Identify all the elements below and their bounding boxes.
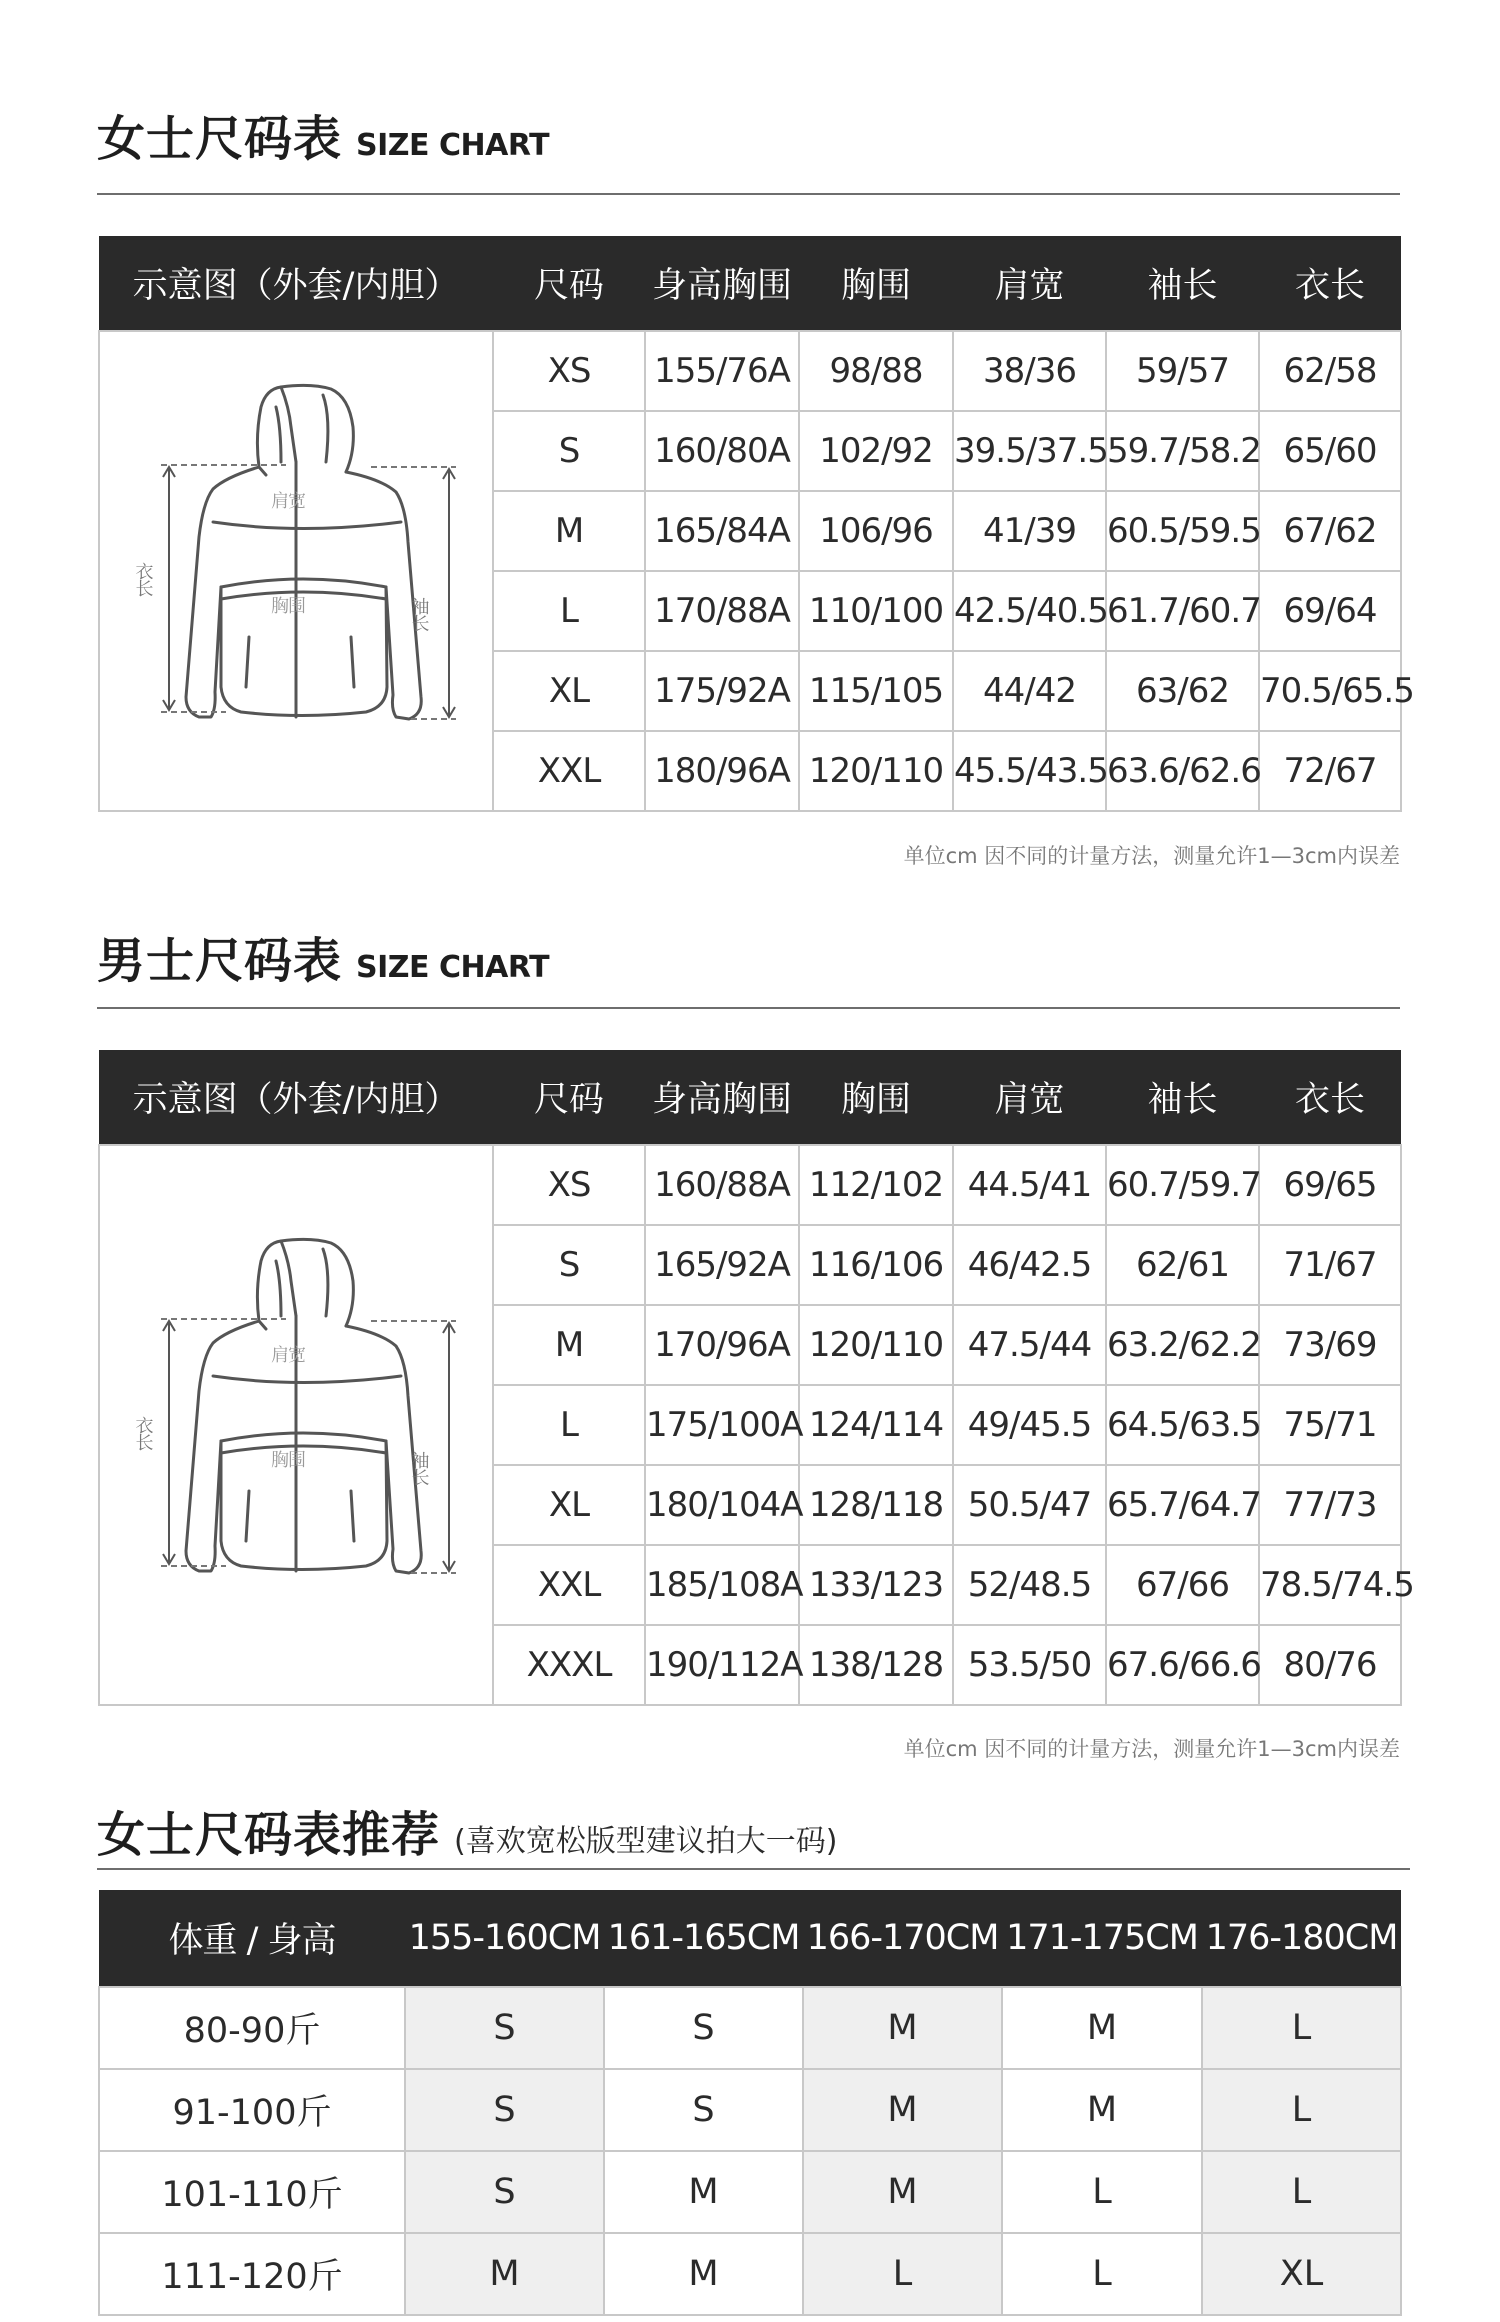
measure-cell: 53.5/50 [953,1625,1106,1705]
size-cell: M [405,2233,604,2315]
recommend-title-cn: 女士尺码表推荐 [97,1807,441,1863]
table-row [99,331,1401,411]
measure-cell: 175/92A [645,651,799,731]
diagram-label-length: 衣长 [132,1415,154,1450]
measure-cell: 47.5/44 [953,1305,1106,1385]
measure-cell: 98/88 [799,331,953,411]
size-cell: L [1202,2069,1401,2151]
size-cell: S [405,2151,604,2233]
measure-cell: 78.5/74.5 [1259,1545,1401,1625]
men-title-en: SIZE CHART [356,950,550,985]
measure-cell: 62/58 [1259,331,1401,411]
women-header-0: 示意图（外套/内胆） [99,236,493,331]
size-cell: XXXL [493,1625,645,1705]
measure-cell: 180/104A [645,1465,799,1545]
size-cell: XXL [493,1545,645,1625]
size-cell: M [803,2151,1002,2233]
women-header-3: 胸围 [799,236,953,331]
measure-cell: 72/67 [1259,731,1401,811]
size-cell: L [493,571,645,651]
measure-cell: 75/71 [1259,1385,1401,1465]
table-row [99,1145,1401,1225]
size-cell: S [604,1987,803,2069]
measure-cell: 190/112A [645,1625,799,1705]
weight-cell: 111-120斤 [99,2233,405,2315]
women-section-title [97,100,549,169]
recommend-header-3: 166-170CM [803,1890,1002,1987]
recommend-subtitle: (喜欢宽松版型建议拍大一码) [454,1824,838,1859]
men-header-row [99,1050,1401,1145]
measure-cell: 65.7/64.7 [1106,1465,1259,1545]
men-size-table [98,1050,1414,1706]
recommend-divider [97,1868,1410,1870]
weight-cell: 101-110斤 [99,2151,405,2233]
women-diagram-cell [99,331,493,811]
measure-cell: 160/88A [645,1145,799,1225]
men-divider [97,1007,1400,1009]
measure-cell: 60.5/59.5 [1106,491,1259,571]
measure-cell: 63/62 [1106,651,1259,731]
measure-cell: 67/62 [1259,491,1401,571]
women-header-2: 身高胸围 [645,236,799,331]
recommend-header-1: 155-160CM [405,1890,604,1987]
measure-cell: 77/73 [1259,1465,1401,1545]
measure-cell: 73/69 [1259,1305,1401,1385]
measure-cell: 62/61 [1106,1225,1259,1305]
size-cell: XXL [493,731,645,811]
size-cell: M [1002,1987,1202,2069]
size-cell: L [1002,2233,1202,2315]
men-header-1: 尺码 [493,1050,645,1145]
measure-cell: 52/48.5 [953,1545,1106,1625]
women-header-5: 袖长 [1106,236,1259,331]
table-row [99,1987,1401,2069]
measure-cell: 120/110 [799,1305,953,1385]
measure-cell: 128/118 [799,1465,953,1545]
diagram-label-shoulder: 肩宽 [271,1344,305,1366]
measure-cell: 69/65 [1259,1145,1401,1225]
measure-cell: 185/108A [645,1545,799,1625]
measure-cell: 63.2/62.2 [1106,1305,1259,1385]
recommend-header-2: 161-165CM [604,1890,803,1987]
measure-cell: 124/114 [799,1385,953,1465]
diagram-label-chest: 胸围 [271,1449,305,1471]
measure-cell: 45.5/43.5 [953,731,1106,811]
size-cell: S [405,1987,604,2069]
women-size-table [98,236,1414,812]
men-header-4: 肩宽 [953,1050,1106,1145]
size-cell: S [493,1225,645,1305]
women-header-6: 衣长 [1259,236,1401,331]
measure-cell: 116/106 [799,1225,953,1305]
recommend-table [98,1890,1402,2316]
recommend-header-0: 体重 / 身高 [99,1890,405,1987]
size-cell: L [1002,2151,1202,2233]
jacket-icon [131,367,461,767]
measure-cell: 165/92A [645,1225,799,1305]
size-cell: M [493,491,645,571]
table-row [99,2151,1401,2233]
measure-cell: 49/45.5 [953,1385,1106,1465]
measure-cell: 112/102 [799,1145,953,1225]
recommend-header-row [99,1890,1401,1987]
measure-cell: 138/128 [799,1625,953,1705]
recommend-section-title [97,1796,837,1865]
measure-cell: 102/92 [799,411,953,491]
women-title-cn: 女士尺码表 [97,111,343,167]
size-cell: M [604,2151,803,2233]
measure-cell: 115/105 [799,651,953,731]
size-cell: XS [493,331,645,411]
recommend-header-5: 176-180CM [1202,1890,1401,1987]
table-row [99,2069,1401,2151]
measure-cell: 71/67 [1259,1225,1401,1305]
size-cell: S [493,411,645,491]
diagram-label-chest: 胸围 [271,595,305,617]
table-row [99,2233,1401,2315]
measure-cell: 42.5/40.5 [953,571,1106,651]
measure-cell: 44/42 [953,651,1106,731]
men-title-cn: 男士尺码表 [97,933,343,989]
measure-cell: 61.7/60.7 [1106,571,1259,651]
measure-cell: 170/96A [645,1305,799,1385]
women-divider [97,193,1400,195]
measure-cell: 65/60 [1259,411,1401,491]
measure-cell: 175/100A [645,1385,799,1465]
women-header-1: 尺码 [493,236,645,331]
measure-cell: 59/57 [1106,331,1259,411]
size-cell: XL [493,1465,645,1545]
recommend-header-4: 171-175CM [1002,1890,1202,1987]
size-cell: XL [493,651,645,731]
size-cell: L [803,2233,1002,2315]
women-note: 单位cm 因不同的计量方法，测量允许1—3cm内误差 [903,844,1400,868]
men-diagram-cell [99,1145,493,1705]
weight-cell: 80-90斤 [99,1987,405,2069]
measure-cell: 69/64 [1259,571,1401,651]
women-header-4: 肩宽 [953,236,1106,331]
measure-cell: 70.5/65.5 [1259,651,1401,731]
size-cell: L [1202,2151,1401,2233]
size-cell: S [405,2069,604,2151]
diagram-label-shoulder: 肩宽 [271,490,305,512]
diagram-label-sleeve: 袖长 [408,596,430,631]
size-cell: XS [493,1145,645,1225]
measure-cell: 59.7/58.2 [1106,411,1259,491]
measure-cell: 46/42.5 [953,1225,1106,1305]
size-cell: M [803,2069,1002,2151]
women-title-en: SIZE CHART [356,128,550,163]
measure-cell: 60.7/59.7 [1106,1145,1259,1225]
size-cell: L [1202,1987,1401,2069]
men-header-6: 衣长 [1259,1050,1401,1145]
measure-cell: 80/76 [1259,1625,1401,1705]
measure-cell: 41/39 [953,491,1106,571]
diagram-label-sleeve: 袖长 [408,1450,430,1485]
size-cell: M [493,1305,645,1385]
measure-cell: 44.5/41 [953,1145,1106,1225]
measure-cell: 50.5/47 [953,1465,1106,1545]
men-header-2: 身高胸围 [645,1050,799,1145]
size-cell: XL [1202,2233,1401,2315]
measure-cell: 110/100 [799,571,953,651]
size-cell: M [803,1987,1002,2069]
measure-cell: 160/80A [645,411,799,491]
measure-cell: 64.5/63.5 [1106,1385,1259,1465]
measure-cell: 39.5/37.5 [953,411,1106,491]
men-section-title [97,922,549,991]
men-header-0: 示意图（外套/内胆） [99,1050,493,1145]
men-note: 单位cm 因不同的计量方法，测量允许1—3cm内误差 [903,1737,1400,1761]
measure-cell: 155/76A [645,331,799,411]
measure-cell: 120/110 [799,731,953,811]
diagram-label-length: 衣长 [132,561,154,596]
measure-cell: 180/96A [645,731,799,811]
weight-cell: 91-100斤 [99,2069,405,2151]
measure-cell: 38/36 [953,331,1106,411]
measure-cell: 106/96 [799,491,953,571]
measure-cell: 67/66 [1106,1545,1259,1625]
measure-cell: 133/123 [799,1545,953,1625]
size-cell: M [1002,2069,1202,2151]
measure-cell: 170/88A [645,571,799,651]
measure-cell: 165/84A [645,491,799,571]
men-header-5: 袖长 [1106,1050,1259,1145]
men-header-3: 胸围 [799,1050,953,1145]
measure-cell: 67.6/66.6 [1106,1625,1259,1705]
jacket-icon [131,1221,461,1621]
size-cell: M [604,2233,803,2315]
size-cell: L [493,1385,645,1465]
measure-cell: 63.6/62.6 [1106,731,1259,811]
women-header-row [99,236,1401,331]
size-cell: S [604,2069,803,2151]
